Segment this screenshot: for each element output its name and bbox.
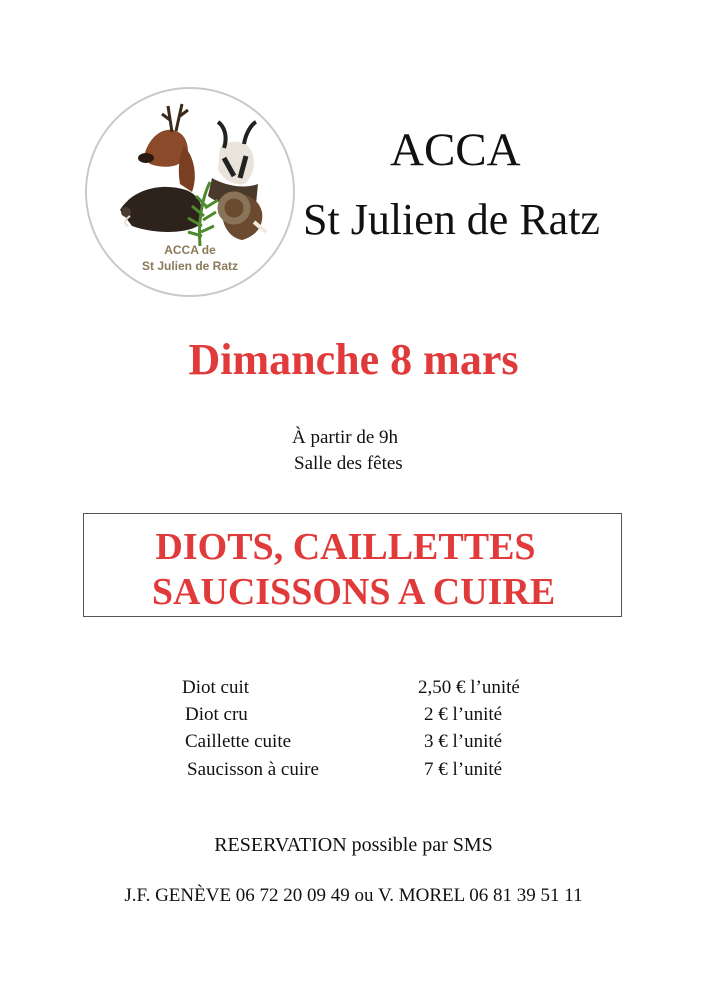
price-item-value: 2 € l’unité [424,704,503,725]
products-line-1: DIOTS, CAILLETTES [155,526,536,568]
price-item-value: 7 € l’unité [424,759,503,780]
products-line-2: SAUCISSONS A CUIRE [151,571,556,613]
logo-emblem-icon [84,86,296,298]
reservation-note: RESERVATION possible par SMS [214,834,493,856]
contact-phones: J.F. GENÈVE 06 72 20 09 49 ou V. MOREL 06 81 39 51 11 [124,885,583,906]
price-item-value: 2,50 € l’unité [418,677,520,698]
acca-logo [84,86,296,298]
org-place: St Julien de Ratz [303,195,600,244]
price-item-name: Saucisson à cuire [187,759,319,780]
products-box [83,513,622,617]
price-item-name: Diot cru [185,704,248,725]
event-venue: Salle des fêtes [294,453,403,474]
price-item-value: 3 € l’unité [424,731,503,752]
org-title: ACCA [390,124,521,176]
event-time: À partir de 9h [292,427,399,448]
logo-caption-line1: ACCA de [164,243,216,257]
price-item-name: Diot cuit [182,677,250,698]
event-date: Dimanche 8 mars [188,335,519,384]
logo-caption-line2: St Julien de Ratz [141,259,239,273]
price-item-name: Caillette cuite [185,731,292,752]
